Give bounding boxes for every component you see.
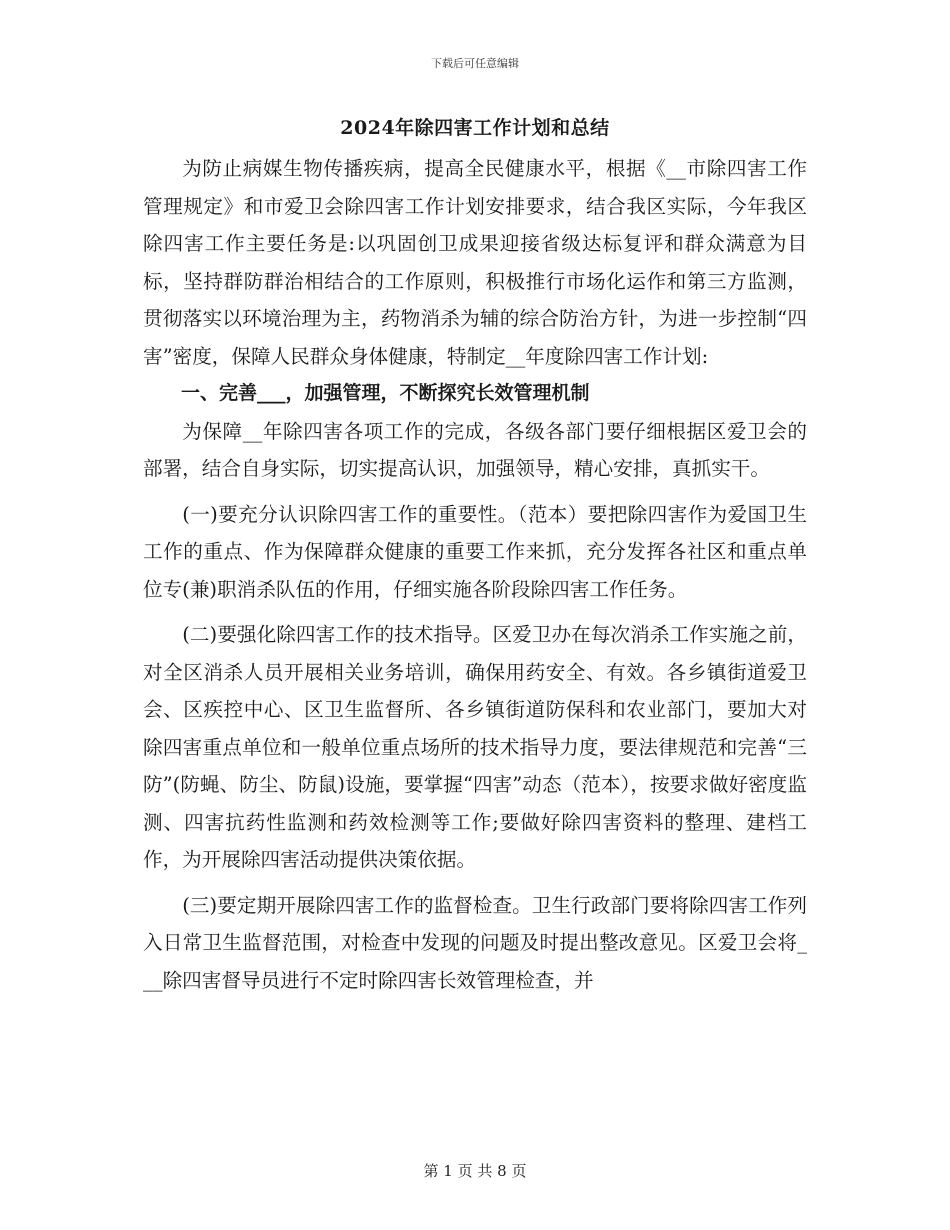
section-heading-1: 一、完善___，加强管理，不断探究长效管理机制: [181, 382, 590, 404]
paragraph-item-3: (三)要定期开展除四害工作的监督检查。卫生行政部门要将除四害工作列入日常卫生监督范围，对检查中发现的问题及时提出整改意见。区爱卫会将___除四害督导员进行不定时除四害长效管理检查，并: [143, 893, 807, 992]
page-header-note: 下载后可任意编辑: [431, 57, 519, 70]
paragraph-section-1: 为保障__年除四害各项工作的完成，各级各部门要仔细根据区爱卫会的部署，结合自身实际，切实提高认识，加强领导，精心安排，真抓实干。: [143, 419, 807, 480]
document-title: 2024年除四害工作计划和总结: [340, 117, 610, 139]
paragraph-item-2: (二)要强化除四害工作的技术指导。区爱卫办在每次消杀工作实施之前，对全区消杀人员开展相关业务培训，确保用药安全、有效。各乡镇街道爱卫会、区疾控中心、区卫生监督所、各乡镇街道防保科和农业部门，要加大对除四害重点单位和一般单位重点场所的技术指导力度，要法律规范和完善“三防”(防蝇、防尘、防鼠)设施，要掌握“四害”动态（范本），按要求做好密度监测、四害抗药性监测和药效检测等工作;要做好除四害资料的整理、建档工作，为开展除四害活动提供决策依据。: [143, 623, 807, 871]
document-body: [143, 108, 807, 999]
paragraph-item-1: (一)要充分认识除四害工作的重要性。（范本）要把除四害作为爱国卫生工作的重点、作为保障群众健康的重要工作来抓，充分发挥各社区和重点单位专(兼)职消杀队伍的作用，仔细实施各阶段除四害工作任务。: [143, 502, 807, 601]
page-number-footer: 第 1 页 共 8 页: [423, 1162, 527, 1180]
paragraph-intro: 为防止病媒生物传播疾病，提高全民健康水平，根据《__市除四害工作管理规定》和市爱卫会除四害工作计划安排要求，结合我区实际，今年我区除四害工作主要任务是:以巩固创卫成果迎接省级达标复评和群众满意为目标，坚持群防群治相结合的工作原则，积极推行市场化运作和第三方监测，贯彻落实以环境治理为主，药物消杀为辅的综合防治方针，为进一步控制“四害”密度，保障人民群众身体健康，特制定__年度除四害工作计划:: [143, 157, 807, 368]
